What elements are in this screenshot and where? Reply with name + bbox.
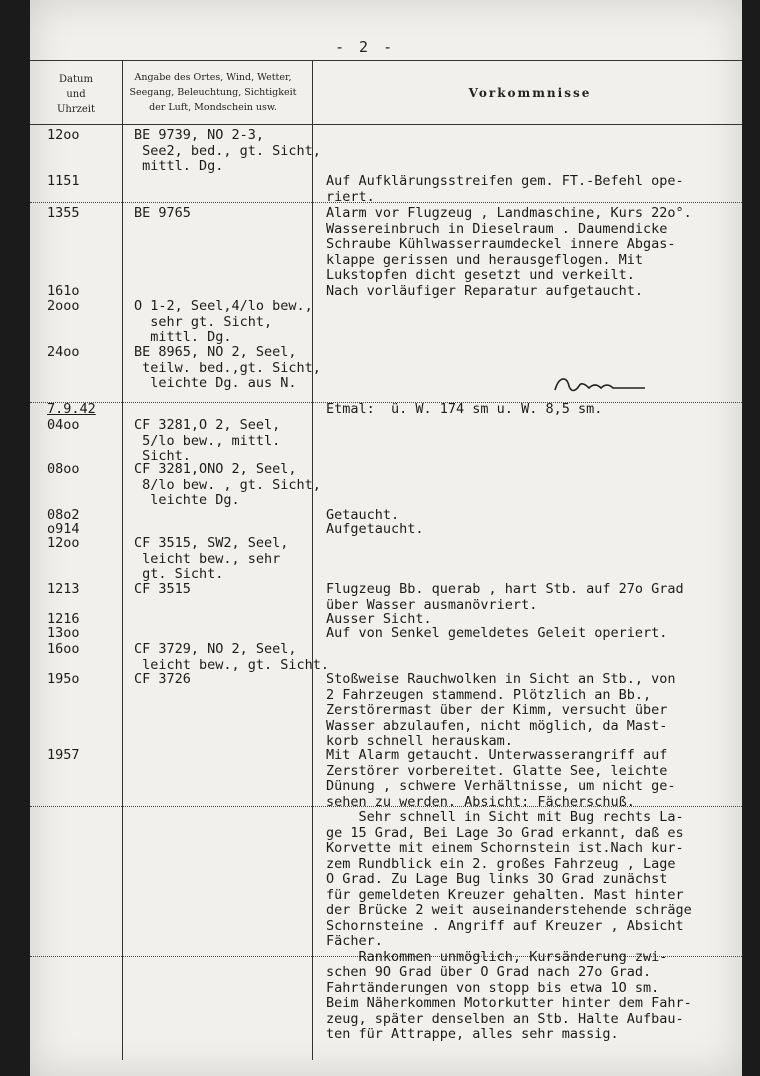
entry-time: 24oo — [47, 344, 80, 360]
entry-location: BE 8965, NO 2, Seel, teilw. bed.,gt. Sicht, leichte Dg. aus N. — [134, 344, 321, 391]
entry-time: 13oo — [47, 625, 80, 641]
entry-event: Mit Alarm getaucht. Unterwasserangriff auf Zerstörer vorbereitet. Glatte See, leichte Dünung , schwere Verhältnisse, um nicht ge- sehen zu werden. Absicht: Fächerschuß. Sehr schnell in Sicht mit Bug rechts La- ge 15 Grad, Bei Lage 3o Grad erkannt, daß es Korvette mit einem Schornstein ist.Nach kur- zem Rundblick ein 2. großes Fahrzeug , Lage O Grad. Zu Lage Bug links 3O Grad zunächst für gemeldeten Kreuzer gehalten. Mast hinter der Brücke 2 weit auseinanderstehende schräge Schornsteine . Angriff auf Kreuzer , Absicht Fächer. Rankommen unmöglich, Kursänderung zwi- schen 9O Grad über O Grad nach 27o Grad. Fahrtänderungen von stopp bis etwa 1O sm. Beim Näherkommen Motorkutter hinter dem Fahr- zeug, später denselben an Stb. Halte Aufbau- ten für Attrappe, alles sehr massig. — [326, 747, 692, 1042]
entry-location: CF 3726 — [134, 671, 191, 687]
entry-time: 1151 — [47, 173, 80, 189]
header-location-weather-text: Angabe des Ortes, Wind, Wetter, Seegang, Beleuchtung, Sichtigkeit der Luft, Mondschein usw. — [129, 72, 297, 113]
entry-event: Alarm vor Flugzeug , Landmaschine, Kurs 22o°. Wassereinbruch in Dieselraum . Daumendicke Schraube Kühlwasserraumdeckel innere Abgas- klappe gerissen und herausgeflogen. Mit Lukstopfen dicht gesetzt und verkeilt. — [326, 205, 692, 283]
entry-event: Flugzeug Bb. querab , hart Stb. auf 27o Grad über Wasser ausmanövriert. — [326, 581, 684, 613]
entry-location: CF 3515, SW2, Seel, leicht bew., sehr gt. Sicht. — [134, 535, 289, 582]
entry-location: O 1-2, Seel,4/lo bew., sehr gt. Sicht, mittl. Dg. — [134, 298, 313, 345]
entry-event: Auf von Senkel gemeldetes Geleit operiert. — [326, 625, 668, 641]
header-location-weather — [124, 70, 302, 115]
header-rule-top — [30, 60, 742, 61]
entry-location: BE 9739, NO 2-3, See2, bed., gt. Sicht, mittl. Dg. — [134, 127, 321, 174]
entry-date: 7.9.42 — [47, 401, 96, 417]
entry-time: 16oo — [47, 641, 80, 657]
entry-time: 08oo — [47, 461, 80, 477]
entry-time: 195o — [47, 671, 80, 687]
entry-time: 1213 — [47, 581, 80, 597]
entry-time: 1957 — [47, 747, 80, 763]
signature-scribble — [545, 370, 665, 398]
entry-event: Stoßweise Rauchwolken in Sicht an Stb., von 2 Fahrzeugen stammend. Plötzlich an Bb., Zerstörermast über der Kimm, versucht über Wasser abzulaufen, nicht möglich, da Mast- korb schnell herauskam. — [326, 671, 676, 749]
entry-location: CF 3281,O 2, Seel, 5/lo bew., mittl. Sicht. — [134, 417, 281, 464]
entry-location: CF 3729, NO 2, Seel, leicht bew., gt. Sicht. — [134, 641, 330, 673]
header-date-time-text: Datum und Uhrzeit — [56, 74, 96, 115]
entry-time: o914 — [47, 521, 80, 537]
entry-time: 2ooo — [47, 298, 80, 314]
header-date-time — [32, 72, 120, 117]
entry-time: 1216 — [47, 611, 80, 627]
header-rule-bottom — [30, 124, 742, 125]
entry-event: Aufgetaucht. — [326, 521, 424, 537]
entry-location: CF 3281,ONO 2, Seel, 8/lo bew. , gt. Sicht, leichte Dg. — [134, 461, 321, 508]
entry-event: Nach vorläufiger Reparatur aufgetaucht. — [326, 283, 643, 299]
entry-time: 12oo — [47, 535, 80, 551]
entry-event: Ausser Sicht. — [326, 611, 432, 627]
war-diary-page — [30, 0, 742, 1076]
entry-time: 1355 — [47, 205, 80, 221]
entry-time: 08o2 — [47, 507, 80, 523]
page-number: - 2 - — [335, 38, 396, 56]
entry-time: 161o — [47, 283, 80, 299]
entry-event: Getaucht. — [326, 507, 400, 523]
entry-event-etmal: Etmal: ü. W. 174 sm u. W. 8,5 sm. — [326, 401, 603, 417]
header-events: Vorkommnisse — [468, 86, 592, 100]
entry-location: CF 3515 — [134, 581, 191, 597]
entry-time: 12oo — [47, 127, 80, 143]
entry-event: Auf Aufklärungsstreifen gem. FT.-Befehl ope- riert. — [326, 173, 684, 205]
entry-time: 04oo — [47, 417, 80, 433]
entry-location: BE 9765 — [134, 205, 191, 221]
